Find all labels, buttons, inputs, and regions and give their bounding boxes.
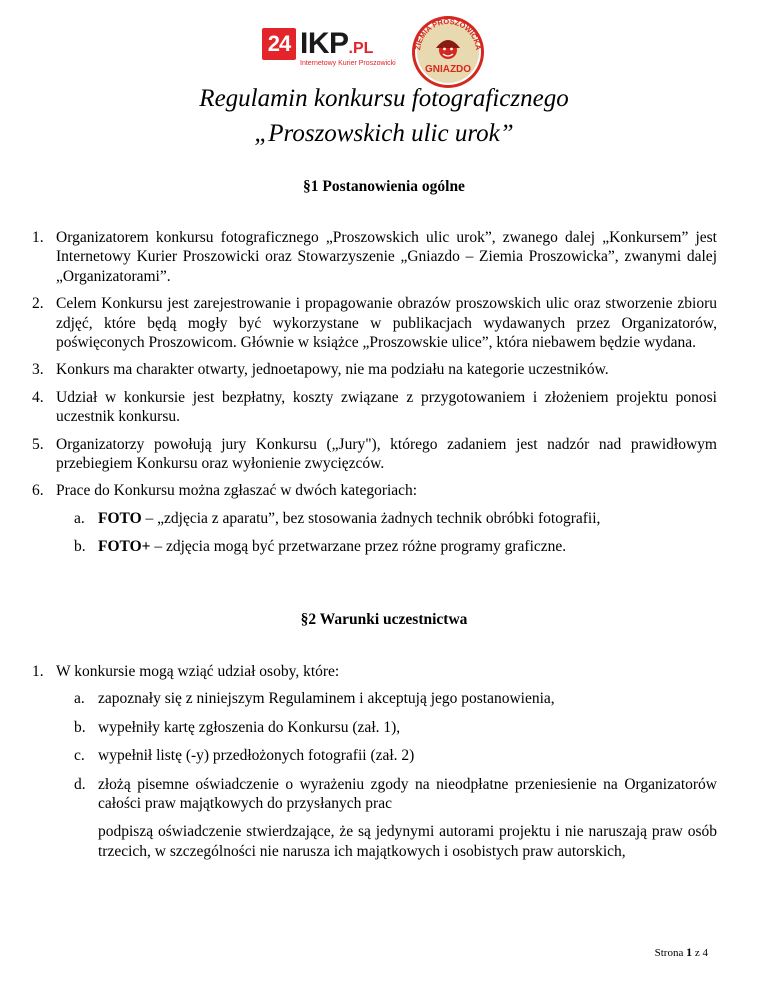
gniazdo-emblem [410,14,486,90]
ikp-badge: 24 [262,28,296,60]
sub-list-item [74,746,717,765]
sub-item-letter: c. [74,747,85,765]
list-item-number: 2. [32,295,44,313]
footer-suffix: z 4 [692,947,708,959]
category-name: FOTO [98,509,142,527]
sub-item-text: zapoznały się z niniejszym Regulaminem i akceptują jego postanowienia, [98,690,555,708]
section1-heading: §1 Postanowienia ogólne [303,178,465,195]
list-item-text: Udział w konkursie jest bezpłatny, koszty związane z przygotowaniem i złożeniem projektu ponosi uczestnik konkursu. [56,388,717,426]
sub-item-text: złożą pisemne oświadczenie o wyrażeniu zgody na nieodpłatne przeniesienie na Organizatorów całości praw majątkowych do przysłanych prac [98,775,717,813]
sub-item-letter: d. [74,775,86,793]
document-title-line1: Regulamin konkursu fotograficznego [199,85,569,112]
gniazdo-bottom-text: GNIAZDO [424,64,472,75]
list-item-text: Celem Konkursu jest zarejestrowanie i propagowanie obrazów proszowskich ulic oraz stworzenie zbioru zdjęć, które będą mogły być wykorzystane w publikacjach wydawanych przez Organizatorów, poświęconych Proszowicom. Głównie w książce „Proszowskie ulice”, która niebawem będzie wydana. [56,295,717,352]
list-item [32,228,717,286]
list-item-text: Konkurs ma charakter otwarty, jednoetapowy, nie ma podziału na kategorie uczestników. [56,361,609,379]
sub-item-letter: a. [74,690,85,708]
ikp-brand-text: IKP [300,27,349,60]
list-item-number: 4. [32,388,44,406]
sub-item-letter: a. [74,509,85,527]
list-item [32,360,717,379]
list-item-text: W konkursie mogą wziąć udział osoby, które: [56,663,340,680]
sub-item-letter: b. [74,718,86,736]
page-footer [655,945,708,960]
header-logos [262,14,512,88]
sub-list-item [74,718,717,737]
document-title-line2: „Proszowskich ulic urok” [254,120,514,147]
ikp-tagline: Internetowy Kurier Proszowicki [300,60,396,67]
list-item-text: Prace do Konkursu można zgłaszać w dwóch kategoriach: [56,482,418,500]
sub-item-text [98,537,566,556]
sub-item-letter: b. [74,538,86,556]
sub-list-item [74,509,717,528]
category-name: FOTO+ [98,538,151,556]
footer-prefix: Strona [654,947,687,959]
sub-item-text: wypełnił listę (-y) przedłożonych fotografii (zał. 2) [98,747,415,765]
ikp-brand-suffix: .PL [348,40,374,57]
gniazdo-logo[interactable] [410,14,486,90]
list-item [32,662,717,681]
list-item-number: 3. [32,361,44,379]
section1-list [32,228,717,566]
list-item [32,481,717,500]
section2-list [32,662,717,861]
list-item-text: Organizatorzy powołują jury Konkursu („Jury"), którego zadaniem jest nadzór nad prawidłowym przebiegiem Konkursu oraz wyłonienie zwycięzców. [56,435,717,473]
list-item [32,388,717,427]
section2-heading: §2 Warunki uczestnictwa [300,611,468,628]
continuation-paragraph: podpiszą oświadczenie stwierdzające, że są jedynymi autorami projektu i nie naruszają praw osób trzecich, w szczególności nie narusza ich majątkowych i osobistych praw autorskich, [98,823,717,860]
sub-list-item [74,775,717,814]
sub-list-item [74,537,717,556]
gniazdo-top-text: ZIEMIA PROSZOWICKA [413,16,483,51]
category-description: – „zdjęcia z aparatu”, bez stosowania żadnych technik obróbki fotografii, [141,509,601,527]
sub-item-text: wypełniły kartę zgłoszenia do Konkursu (zał. 1), [98,718,401,736]
list-item [32,294,717,352]
list-item-number: 1. [32,663,44,680]
page-number: 1 [686,945,693,959]
list-item-number: 6. [32,482,44,500]
sub-item-text [98,509,600,528]
sub-list-item [74,689,717,708]
list-item [32,435,717,474]
list-item-number: 1. [32,229,44,246]
list-item-text: Organizatorem konkursu fotograficznego „Proszowskich ulic urok”, zwanego dalej „Konkursem” jest Internetowy Kurier Proszowicki oraz Stowarzyszenie „Gniazdo – Ziemia Proszowicka”, zwanymi dalej „Organizatorami”. [56,229,717,285]
category-description: – zdjęcia mogą być przetwarzane przez różne programy graficzne. [150,538,567,556]
list-item-number: 5. [32,435,44,453]
ikp-logo[interactable] [262,26,394,80]
